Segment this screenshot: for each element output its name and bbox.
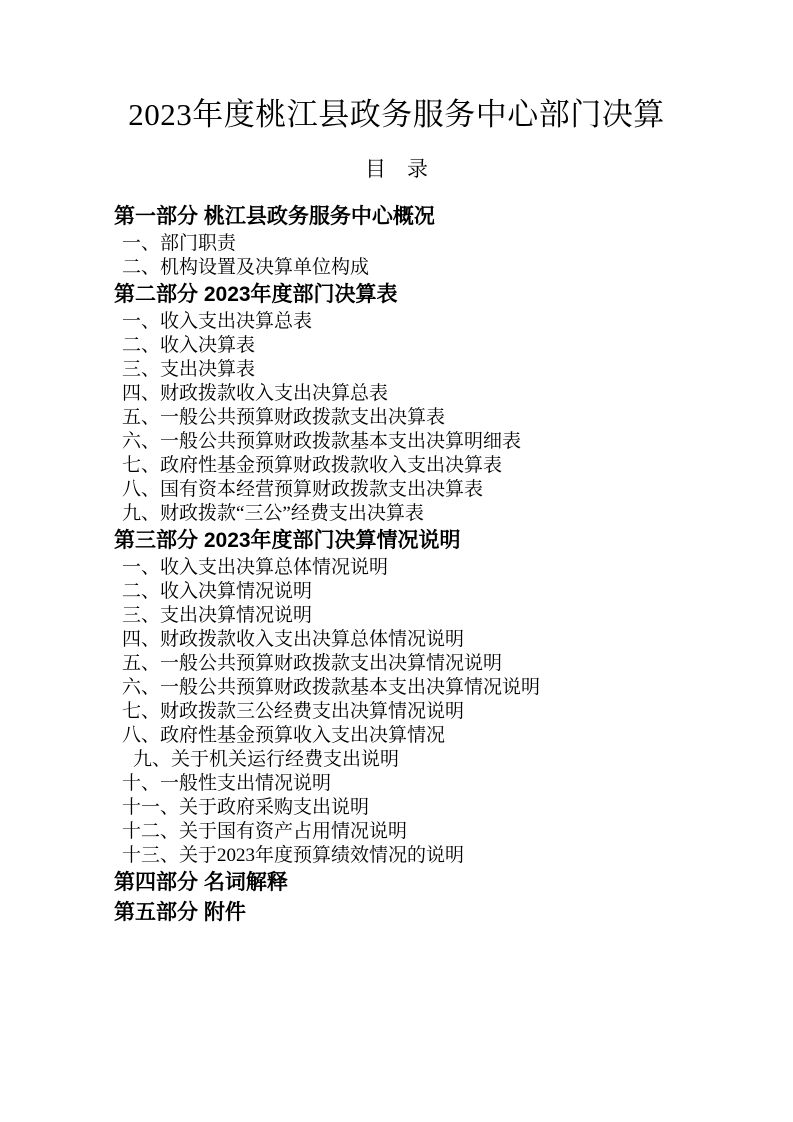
toc-item: 十一、关于政府采购支出说明 (122, 796, 370, 818)
toc-item: 十三、关于2023年度预算绩效情况的说明 (122, 844, 465, 866)
toc-item: 二、收入决算情况说明 (122, 580, 313, 602)
toc-item: 十、一般性支出情况说明 (122, 772, 332, 794)
toc-item: 六、一般公共预算财政拨款基本支出决算情况说明 (122, 676, 541, 698)
toc-section-heading: 第五部分 附件 (114, 900, 246, 924)
toc-item: 九、财政拨款“三公”经费支出决算表 (122, 502, 424, 524)
toc-item: 六、一般公共预算财政拨款基本支出决算明细表 (122, 430, 522, 452)
toc-item: 七、财政拨款三公经费支出决算情况说明 (122, 700, 465, 722)
toc-heading: 目 录 (365, 156, 428, 181)
toc-item: 一、部门职责 (122, 232, 237, 254)
toc-item: 七、政府性基金预算财政拨款收入支出决算表 (122, 454, 503, 476)
toc-section-heading: 第四部分 名词解释 (114, 870, 288, 894)
toc-item: 五、一般公共预算财政拨款支出决算情况说明 (122, 652, 503, 674)
toc-item: 十二、关于国有资产占用情况说明 (122, 820, 408, 842)
toc-section-heading: 第二部分 2023年度部门决算表 (114, 282, 398, 306)
toc-item: 三、支出决算表 (122, 358, 256, 380)
toc-item: 二、收入决算表 (122, 334, 256, 356)
toc-item: 一、收入支出决算总表 (122, 310, 313, 332)
toc-item: 一、收入支出决算总体情况说明 (122, 556, 389, 578)
toc-section-heading: 第一部分 桃江县政务服务中心概况 (114, 204, 435, 228)
toc-item: 八、政府性基金预算收入支出决算情况 (122, 724, 446, 746)
toc-item: 五、一般公共预算财政拨款支出决算表 (122, 406, 446, 428)
toc-section-heading: 第三部分 2023年度部门决算情况说明 (114, 528, 461, 552)
toc-item: 四、财政拨款收入支出决算总表 (122, 382, 389, 404)
toc-item: 四、财政拨款收入支出决算总体情况说明 (122, 628, 465, 650)
toc-item-indented: 九、关于机关运行经费支出说明 (133, 748, 400, 770)
toc-item: 二、机构设置及决算单位构成 (122, 256, 370, 278)
toc-list (0, 202, 793, 928)
toc-item: 八、国有资本经营预算财政拨款支出决算表 (122, 478, 484, 500)
toc-item: 三、支出决算情况说明 (122, 604, 313, 626)
document-title: 2023年度桃江县政务服务中心部门决算 (128, 97, 665, 132)
